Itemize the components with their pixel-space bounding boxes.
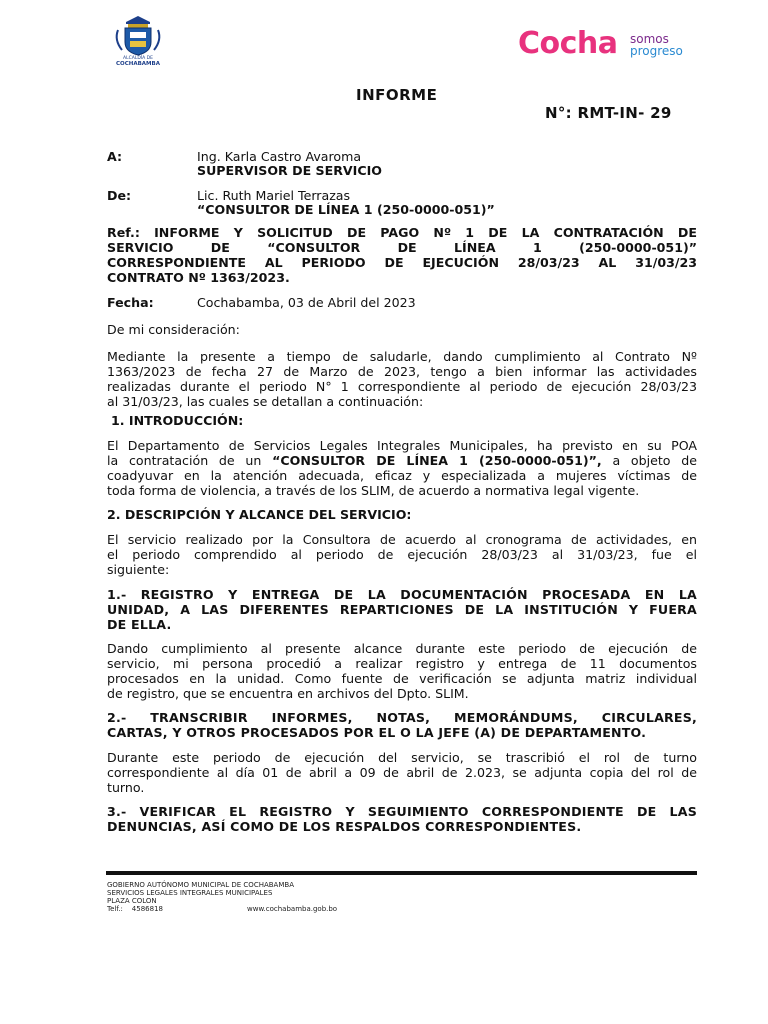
heading-line: DENUNCIAS, ASÍ COMO DE LOS RESPALDOS CORRESPONDIENTES. (107, 819, 582, 834)
footer-website-link[interactable]: www.cochabamba.gob.bo (247, 905, 338, 913)
from-role: “CONSULTOR DE LÍNEA 1 (250-0000-051)” (197, 202, 495, 217)
from-name: Lic. Ruth Mariel Terrazas (197, 188, 351, 203)
to-role: SUPERVISOR DE SERVICIO (197, 163, 382, 178)
brand-word: Cocha (518, 26, 618, 61)
paragraph-line (107, 453, 697, 468)
paragraph-line: 1363/2023 de fecha 27 de Marzo de 2023, tengo a bien informar las actividades (107, 364, 697, 379)
intro-paragraph (107, 349, 697, 409)
crest-caption-1: ALCALDÍA DE (123, 56, 153, 61)
paragraph-line: turno. (107, 780, 145, 795)
paragraph-line: El Departamento de Servicios Legales Integrales Municipales, ha previsto en su POA (107, 438, 697, 453)
paragraph-line: coadyuvar en la atención adecuada, eficaz y especializada a mujeres víctimas de (107, 468, 697, 483)
heading-line: 1.- REGISTRO Y ENTREGA DE LA DOCUMENTACIÓN PROCESADA EN LA (107, 587, 697, 602)
consultant-title: “CONSULTOR DE LÍNEA 1 (250-0000-051)”, (272, 453, 602, 468)
paragraph-line: Mediante la presente a tiempo de saludarle, dando cumplimiento al Contrato Nº (107, 349, 697, 364)
phone-number: 4586818 (131, 905, 163, 913)
item2-paragraph (107, 750, 697, 795)
brand-tagline-1: somos (630, 32, 669, 46)
cocha-brand-logo (518, 24, 698, 68)
reference-line: CONTRATO Nº 1363/2023. (107, 270, 290, 285)
paragraph-line: procesados en la unidad. Como fuente de verificación se adjunta matriz individual (107, 671, 697, 686)
date-label: Fecha: (107, 295, 154, 310)
heading-line: 2.- TRANSCRIBIR INFORMES, NOTAS, MEMORÁNDUMS, CIRCULARES, (107, 710, 697, 725)
crest-shield-icon (108, 14, 168, 56)
text-run: la contratación de un (107, 453, 273, 468)
paragraph-line: toda forma de violencia, a través de los SLIM, de acuerdo a normativa legal vigente. (107, 483, 640, 498)
item2-heading (107, 710, 697, 740)
crest-caption-2: COCHABAMBA (116, 61, 160, 67)
paragraph-line: siguiente: (107, 562, 170, 577)
from-label: De: (107, 188, 132, 203)
greeting: De mi consideración: (107, 322, 240, 337)
reference-line: SERVICIO DE “CONSULTOR DE LÍNEA 1 (250-0000-051)” (107, 240, 697, 255)
reference-line: Ref.: INFORME Y SOLICITUD DE PAGO Nº 1 DE LA CONTRATACIÓN DE (107, 225, 697, 240)
phone-label: Telf.: (107, 905, 123, 913)
paragraph-line: correspondiente al día 01 de abril a 09 de abril de 2.023, se adjunta copia del rol de (107, 765, 697, 780)
heading-line: 3.- VERIFICAR EL REGISTRO Y SEGUIMIENTO CORRESPONDIENTE DE LAS (107, 804, 697, 819)
paragraph-line: El servicio realizado por la Consultora de acuerdo al cronograma de actividades, en (107, 532, 697, 547)
section1-paragraph (107, 438, 697, 498)
heading-line: CARTAS, Y OTROS PROCESADOS POR EL O LA JEFE (A) DE DEPARTAMENTO. (107, 725, 647, 740)
footer-line: GOBIERNO AUTÓNOMO MUNICIPAL DE COCHABAMBA (107, 881, 294, 889)
text-run: a objeto de (601, 453, 697, 468)
paragraph-line: realizadas durante el periodo N° 1 correspondiente al periodo de ejecución 28/03/23 (107, 379, 697, 394)
item3-heading (107, 804, 697, 834)
to-name: Ing. Karla Castro Avaroma (197, 149, 362, 164)
date-value: Cochabamba, 03 de Abril del 2023 (197, 295, 416, 310)
section-heading-introduccion: 1. INTRODUCCIÓN: (111, 413, 244, 428)
footer-line: SERVICIOS LEGALES INTEGRALES MUNICIPALES (107, 889, 273, 897)
brand-tagline-2: progreso (630, 44, 683, 58)
item1-heading (107, 587, 697, 632)
reference-block (107, 225, 697, 285)
footer-line: PLAZA COLON (107, 897, 157, 905)
document-title: INFORME (356, 86, 438, 104)
heading-line: UNIDAD, A LAS DIFERENTES REPARTICIONES DE LA INSTITUCIÓN Y FUERA (107, 602, 697, 617)
paragraph-line: Durante este periodo de ejecución del servicio, se trascribió el rol de turno (107, 750, 697, 765)
section-heading-descripcion: 2. DESCRIPCIÓN Y ALCANCE DEL SERVICIO: (107, 507, 412, 522)
heading-line: DE ELLA. (107, 617, 172, 632)
to-label: A: (107, 149, 123, 164)
paragraph-line: al 31/03/23, las cuales se detallan a continuación: (107, 394, 424, 409)
paragraph-line: de registro, que se encuentra en archivos del Dpto. SLIM. (107, 686, 469, 701)
paragraph-line: servicio, mi persona procedió a realizar registro y entrega de 11 documentos (107, 656, 697, 671)
alcaldia-crest-logo (108, 14, 168, 66)
paragraph-line: el periodo comprendido al periodo de ejecución 28/03/23 al 31/03/23, fue el (107, 547, 697, 562)
document-number: N°: RMT-IN- 29 (545, 104, 672, 122)
section2-paragraph (107, 532, 697, 577)
item1-paragraph (107, 641, 697, 701)
paragraph-line: Dando cumplimiento al presente alcance durante este periodo de ejecución de (107, 641, 697, 656)
footer-divider (106, 871, 697, 875)
reference-line: CORRESPONDIENTE AL PERIODO DE EJECUCIÓN 28/03/23 AL 31/03/23 (107, 255, 697, 270)
